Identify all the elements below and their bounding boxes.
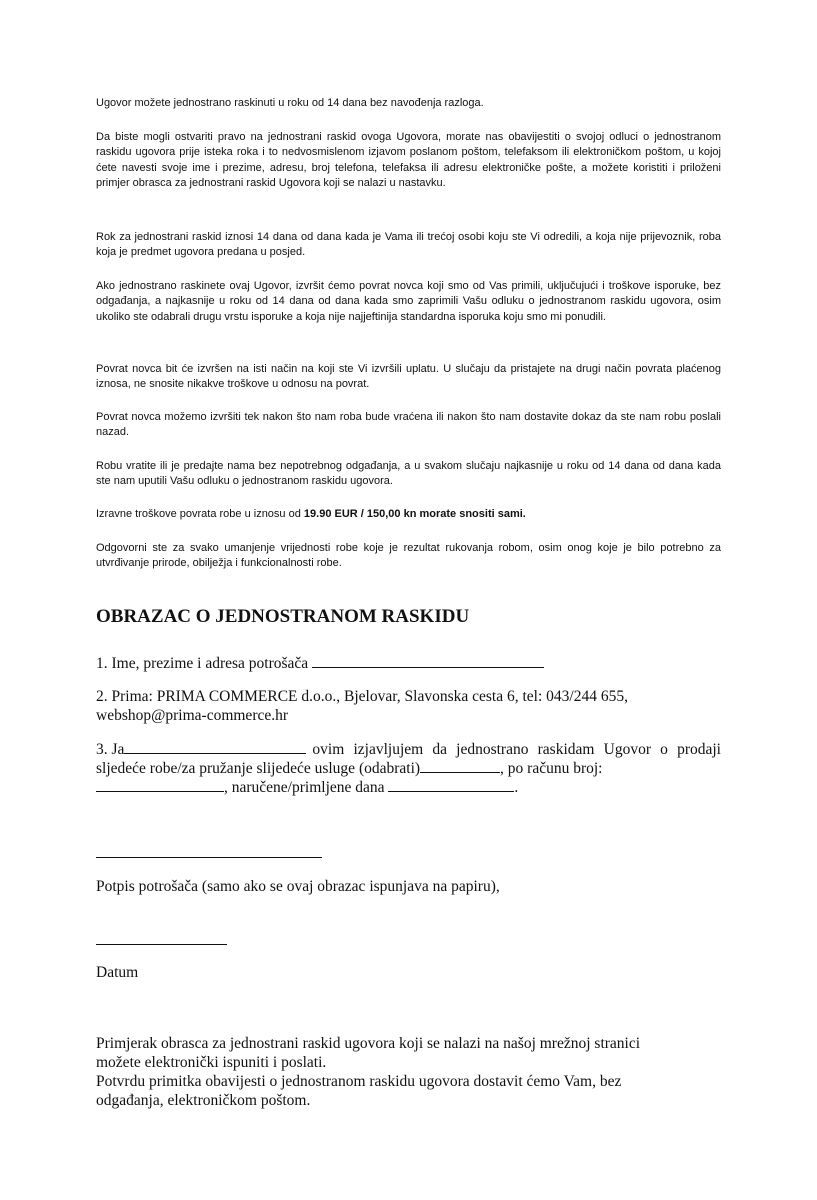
footer-note [96,1034,640,1110]
date-label: Datum [96,964,139,981]
date-received-field[interactable] [388,779,514,792]
recipient-line1: 2. Prima: PRIMA COMMERCE d.o.o., Bjelovar, Slavonska cesta 6, tel: 043/244 655, [96,688,628,705]
paragraph-refund-method: Povrat novca bit će izvršen na isti način na koji ste Vi izvršili uplatu. U slučaju da pristajete na drugi način povrata plaćenog iznosa, ne snosite nikakve troškove u odnosu na povrat. [96,363,721,391]
declaration-end: . [514,779,519,796]
footer-line-3: Potvrdu primitka obavijesti o jednostranom raskidu ugovora dostavit ćemo Vam, bez [96,1073,622,1090]
paragraph-return-goods: Robu vratite ili je predajte nama bez nepotrebnog odgađanja, a u svakom slučaju najkasnije u roku od 14 dana od dana kada ste nam uputili Vašu odluku o jednostranom raskidu ugovora. [96,460,721,488]
signature-label: Potpis potrošača (samo ako se ovaj obrazac ispunjava na papiru), [96,878,500,895]
footer-line-4: odgađanja, elektroničkom poštom. [96,1092,311,1109]
footer-line-1: Primjerak obrasca za jednostrani raskid ugovora koji se nalazi na našoj mrežnoj stranici [96,1035,641,1052]
paragraph-liability: Odgovorni ste za svako umanjenje vrijednosti robe koje je rezultat rukovanja robom, osim onog koje je bilo potrebno za utvrđivanje prirode, obilježja i funkcionalnosti robe. [96,542,721,570]
goods-services-field[interactable] [420,760,500,773]
declaration-text: ovim izjavljujem da jednostrano raskidam Ugovor o prodaji [312,741,721,758]
consumer-field[interactable] [312,655,544,668]
goods-services-label: sljedeće robe/za pružanje slijedeće usluge (odabrati) [96,760,421,777]
recipient-email: webshop@prima-commerce.hr [96,707,289,724]
invoice-label: , po računu broj: [500,760,603,777]
paragraph-deadline: Rok za jednostrani raskid iznosi 14 dana od dana kada je Vama ili trećoj osobi koju ste Vi odredili, a koja nije prijevoznik, roba koja je predmet ugovora predana u posjed. [96,231,721,259]
return-costs-text: Izravne troškove povrata robe u iznosu od [96,508,304,520]
paragraph-return-costs [96,507,721,522]
declaration-ja: 3. Ja [96,741,125,758]
ordered-received-label: , naručene/primljene dana [224,779,385,796]
signature-line[interactable] [96,857,322,858]
return-costs-amount: 19.90 EUR / 150,00 kn morate snositi sami. [303,508,526,520]
form-item-declaration [96,740,721,797]
paragraph-withdrawal-right: Ugovor možete jednostrano raskinuti u roku od 14 dana bez navođenja razloga. [96,97,484,109]
paragraph-notification: Da biste mogli ostvariti pravo na jednostrani raskid ovoga Ugovora, morate nas obavijestiti o svojoj odluci o jednostranom raskidu ugovora prije isteka roka i to nedvosmislenom izjavom poslanom poštom, telefaksom ili elektroničkom poštom, u kojoj ćete navesti svoje ime i prezime, adresu, broj telefona, telefaksa ili adresu elektroničke pošte, a možete koristiti i priloženi primjer obrasca za jednostrani raskid Ugovora koji se nalazi u nastavku. [96,131,721,190]
name-field[interactable] [124,741,306,754]
invoice-number-field[interactable] [96,779,224,792]
form-title: OBRAZAC O JEDNOSTRANOM RASKIDU [96,606,470,627]
form-item-recipient [96,687,628,725]
form-item-consumer [96,654,544,673]
date-line[interactable] [96,944,227,945]
paragraph-refund-condition: Povrat novca možemo izvršiti tek nakon što nam roba bude vraćena ili nakon što nam dostavite dokaz da ste nam robu poslali nazad. [96,411,721,439]
paragraph-refund: Ako jednostrano raskinete ovaj Ugovor, izvršit ćemo povrat novca koji smo od Vas primili, uključujući i troškove isporuke, bez odgađanja, a najkasnije u roku od 14 dana od dana kada smo zaprimili Vašu odluku o jednostranom raskidu ugovora, osim ukoliko ste odabrali drugu vrstu isporuke a koja nije najjeftinija standardna isporuka koju smo mi ponudili. [96,280,721,323]
consumer-label: 1. Ime, prezime i adresa potrošača [96,655,309,672]
footer-line-2: možete elektronički ispuniti i poslati. [96,1054,327,1071]
